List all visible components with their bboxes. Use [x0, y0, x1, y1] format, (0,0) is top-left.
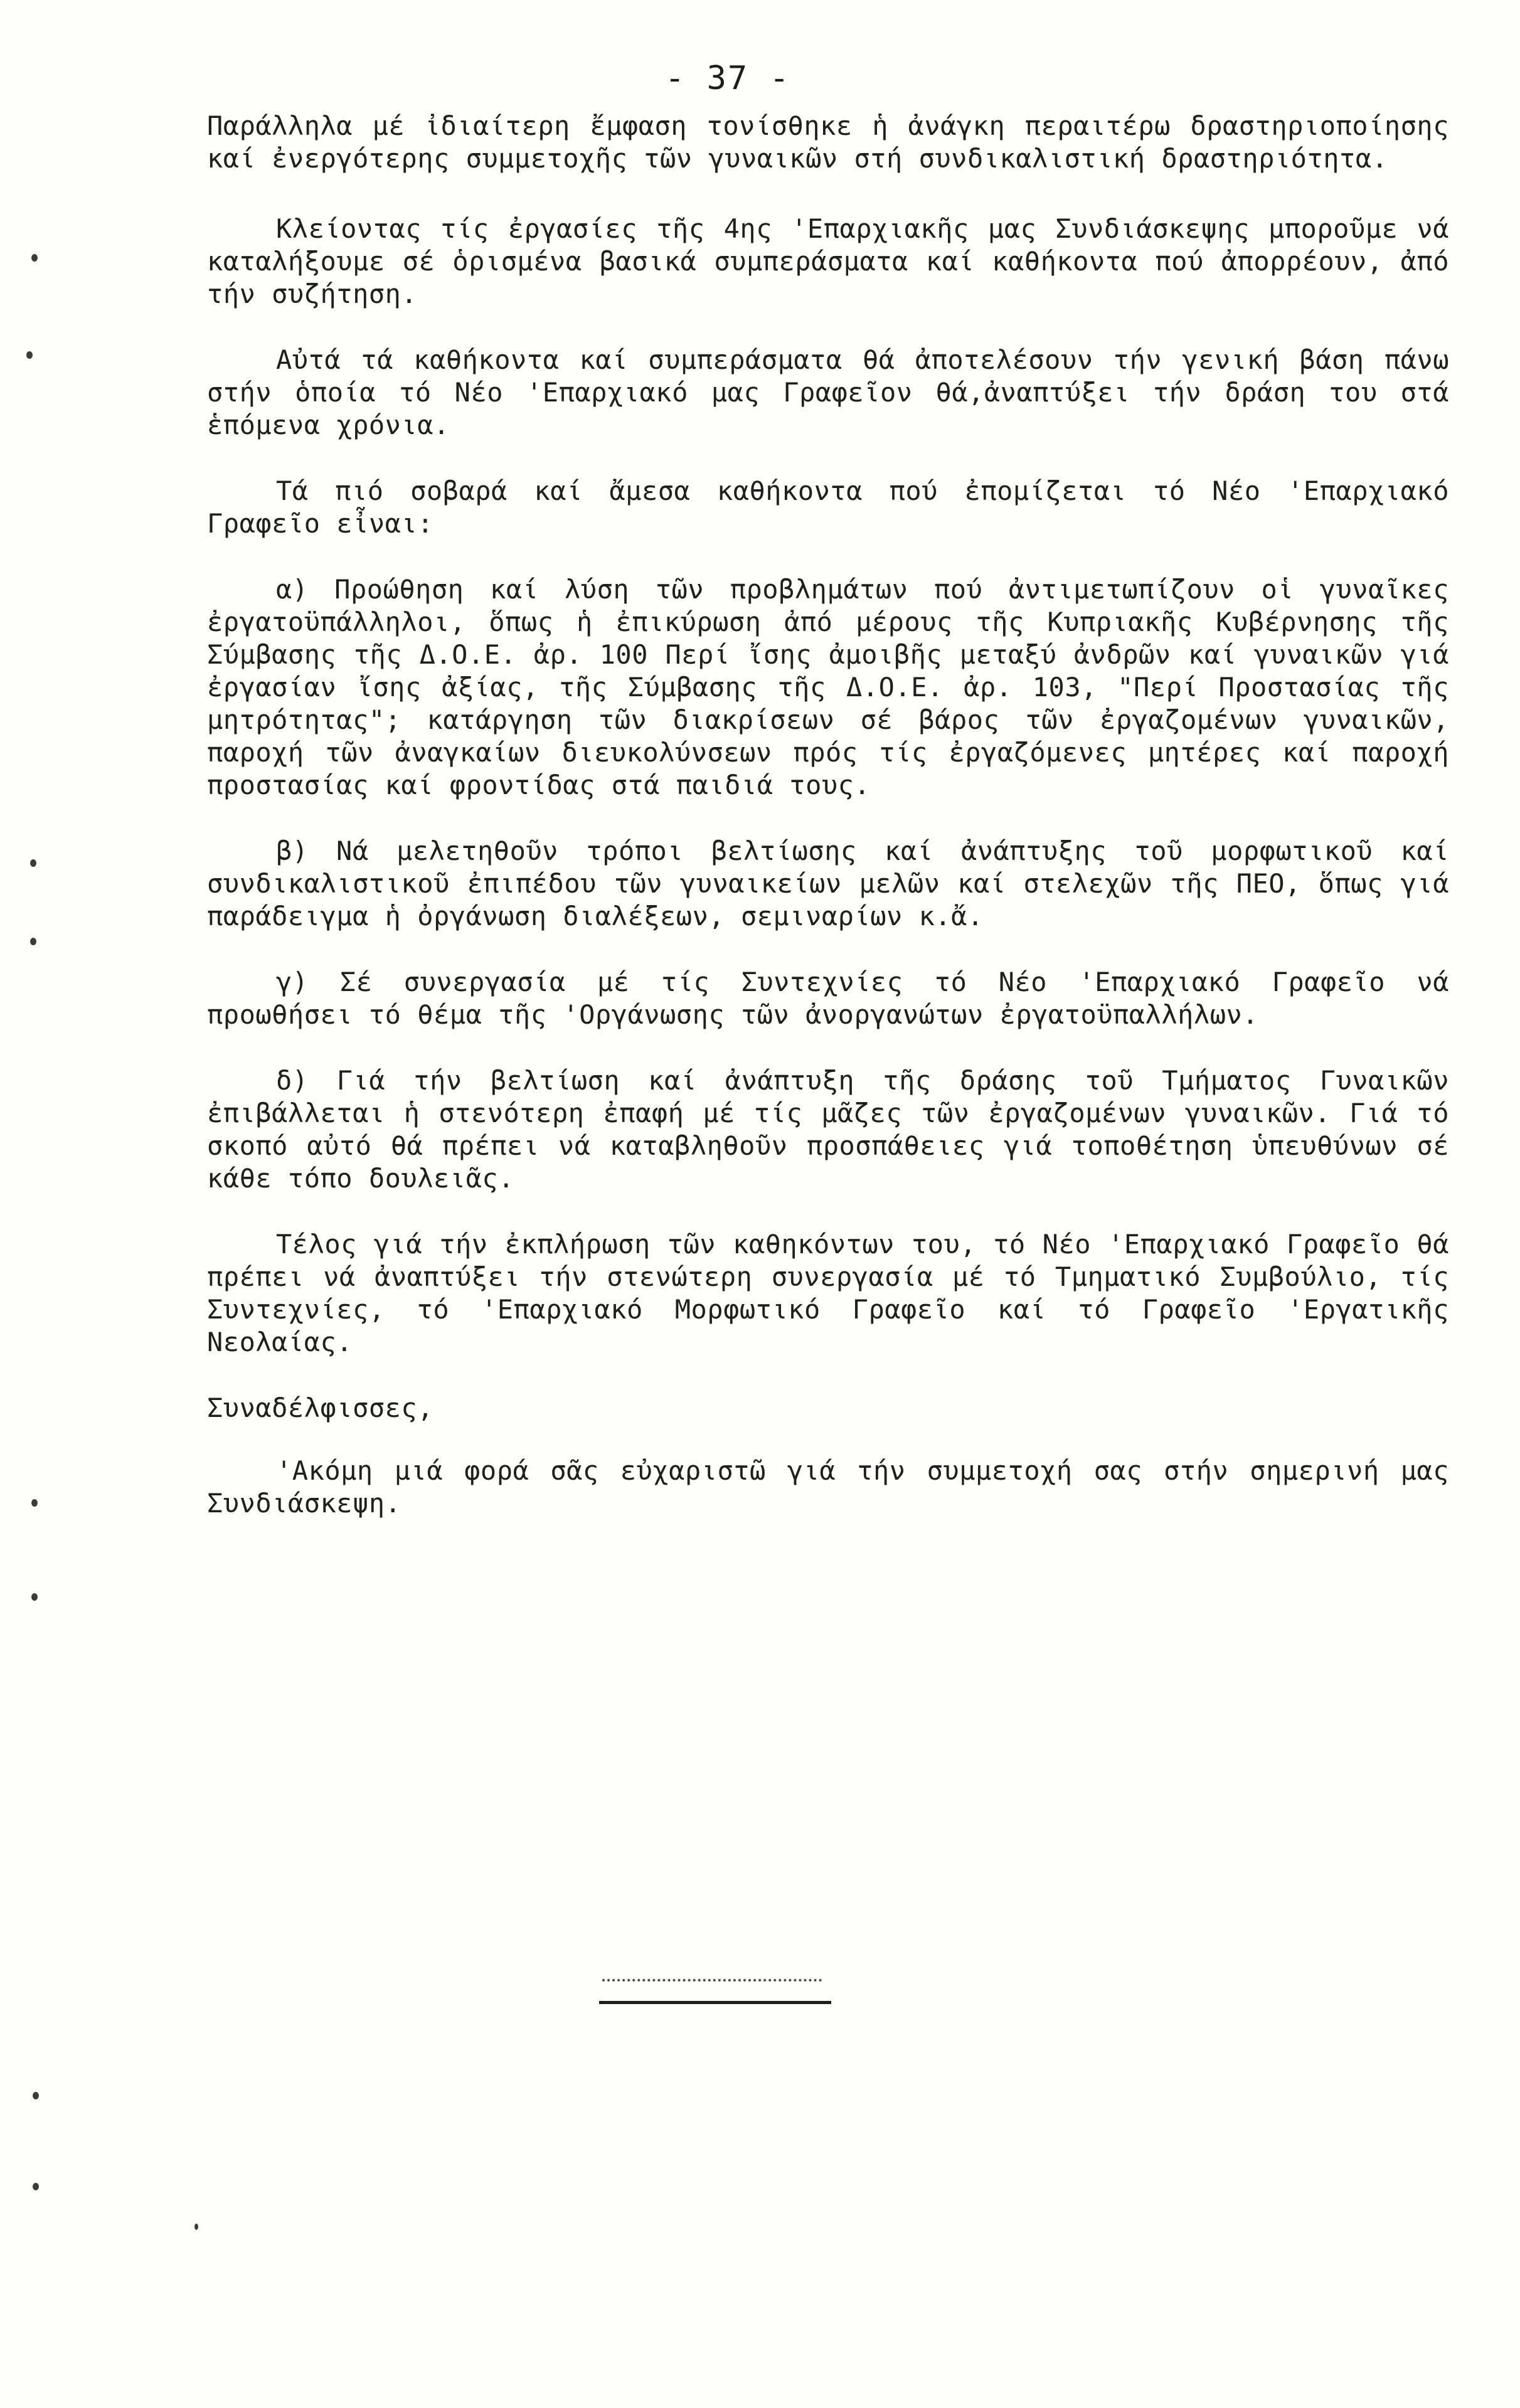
dotted-separator — [602, 1979, 822, 1981]
closing-thanks: 'Ακόμη μιά φορά σᾶς εὐχαριστῶ γιά τήν συμμετοχή σας στήν σημερινή μας Συνδιάσκεψη. — [207, 1455, 1449, 1519]
paragraph-women-participation: Παράλληλα μέ ἰδιαίτερη ἔμφαση τονίσθηκε ἡ ἀνάγκη περαιτέρω δραστηριοποίησης καί ἐνεργότερης συμμετοχῆς τῶν γυναικῶν στή συνδικαλιστική δραστηριότητα. — [207, 110, 1449, 174]
list-item-beta: β) Νά μελετηθοῦν τρόποι βελτίωσης καί ἀνάπτυξης τοῦ μορφωτικοῦ καί συνδικαλιστικοῦ ἐπιπέδου τῶν γυναικείων μελῶν καί στελεχῶν τῆς ΠΕΟ, ὅπως γιά παράδειγμα ἡ ὀργάνωση διαλέξεων, σεμιναρίων κ.ἄ. — [207, 835, 1449, 931]
paragraph-conference-conclusions: Κλείοντας τίς ἐργασίες τῆς 4ης 'Επαρχιακῆς μας Συνδιάσκεψης μποροῦμε νά καταλήξουμε σέ ὁρισμένα βασικά συμπεράσματα καί καθήκοντα πού ἀπορρέουν, ἀπό τήν συζήτηση. — [207, 213, 1449, 309]
end-rule — [599, 2001, 831, 2004]
margin-speck — [30, 859, 36, 867]
page-number: - 37 - — [665, 60, 790, 97]
list-item-alpha: α) Προώθηση καί λύση τῶν προβλημάτων πού ἀντιμετωπίζουν οἱ γυναῖκες ἐργατοϋπάλληλοι, ὅπως ἡ ἐπικύρωση ἀπό μέρους τῆς Κυπριακῆς Κυβέρνησης τῆς Σύμβασης τῆς Δ.Ο.Ε. ἀρ. 100 Περί ἴσης ἀμοιβῆς μεταξύ ἀνδρῶν καί γυναικῶν γιά ἐργασίαν ἴσης ἀξίας, τῆς Σύμβασης τῆς Δ.Ο.Ε. ἀρ. 103, "Περί Προστασίας τῆς μητρότητας"; κατάργηση τῶν διακρίσεων σέ βάρος τῶν ἐργαζομένων γυναικῶν, παροχή τῶν ἀναγκαίων διευκολύνσεων πρός τίς ἐργαζόμενες μητέρες καί παροχή προστασίας καί φροντίδας στά παιδιά τους. — [207, 574, 1449, 800]
list-item-gamma: γ) Σέ συνεργασία μέ τίς Συντεχνίες τό Νέο 'Επαρχιακό Γραφεῖο νά προωθήσει τό θέμα τῆς 'Οργάνωσης τῶν ἀνοργανώτων ἐργατοϋπαλλήλων. — [207, 967, 1449, 1030]
margin-speck — [33, 2183, 39, 2190]
salutation: Συναδέλφισσες, — [207, 1392, 434, 1423]
paragraph-immediate-tasks: Τά πιό σοβαρά καί ἄμεσα καθήκοντα πού ἐπομίζεται τό Νέο 'Επαρχιακό Γραφεῖο εἶναι: — [207, 475, 1449, 539]
margin-speck — [26, 351, 33, 359]
list-item-delta: δ) Γιά τήν βελτίωση καί ἀνάπτυξη τῆς δράσης τοῦ Τμήματος Γυναικῶν ἐπιβάλλεται ἡ στενότερη ἐπαφή μέ τίς μᾶζες τῶν ἐργαζομένων γυναικῶν. Γιά τό σκοπό αὐτό θά πρέπει νά καταβληθοῦν προσπάθειες γιά τοποθέτηση ὑπευθύνων σέ κάθε τόπο δουλειᾶς. — [207, 1065, 1449, 1194]
margin-speck — [31, 1499, 38, 1507]
margin-speck — [33, 2092, 39, 2099]
paragraph-final-cooperation: Τέλος γιά τήν ἐκπλήρωση τῶν καθηκόντων του, τό Νέο 'Επαρχιακό Γραφεῖο θά πρέπει νά ἀναπτύξει τήν στενώτερη συνεργασία μέ τό Τμηματικό Συμβούλιο, τίς Συντεχνίες, τό 'Επαρχιακό Μορφωτικό Γραφεῖο καί τό Γραφεῖο 'Εργατικῆς Νεολαίας. — [207, 1229, 1449, 1357]
margin-speck — [194, 2224, 198, 2230]
margin-speck — [31, 1593, 38, 1601]
document-body — [207, 110, 1449, 1553]
margin-speck — [31, 254, 38, 262]
margin-speck — [30, 938, 36, 945]
paragraph-general-basis: Αὐτά τά καθήκοντα καί συμπεράσματα θά ἀποτελέσουν τήν γενική βάση πάνω στήν ὁποία τό Νέο 'Επαρχιακό μας Γραφεῖον θά,ἀναπτύξει τήν δράση του στά ἑπόμενα χρόνια. — [207, 344, 1449, 440]
